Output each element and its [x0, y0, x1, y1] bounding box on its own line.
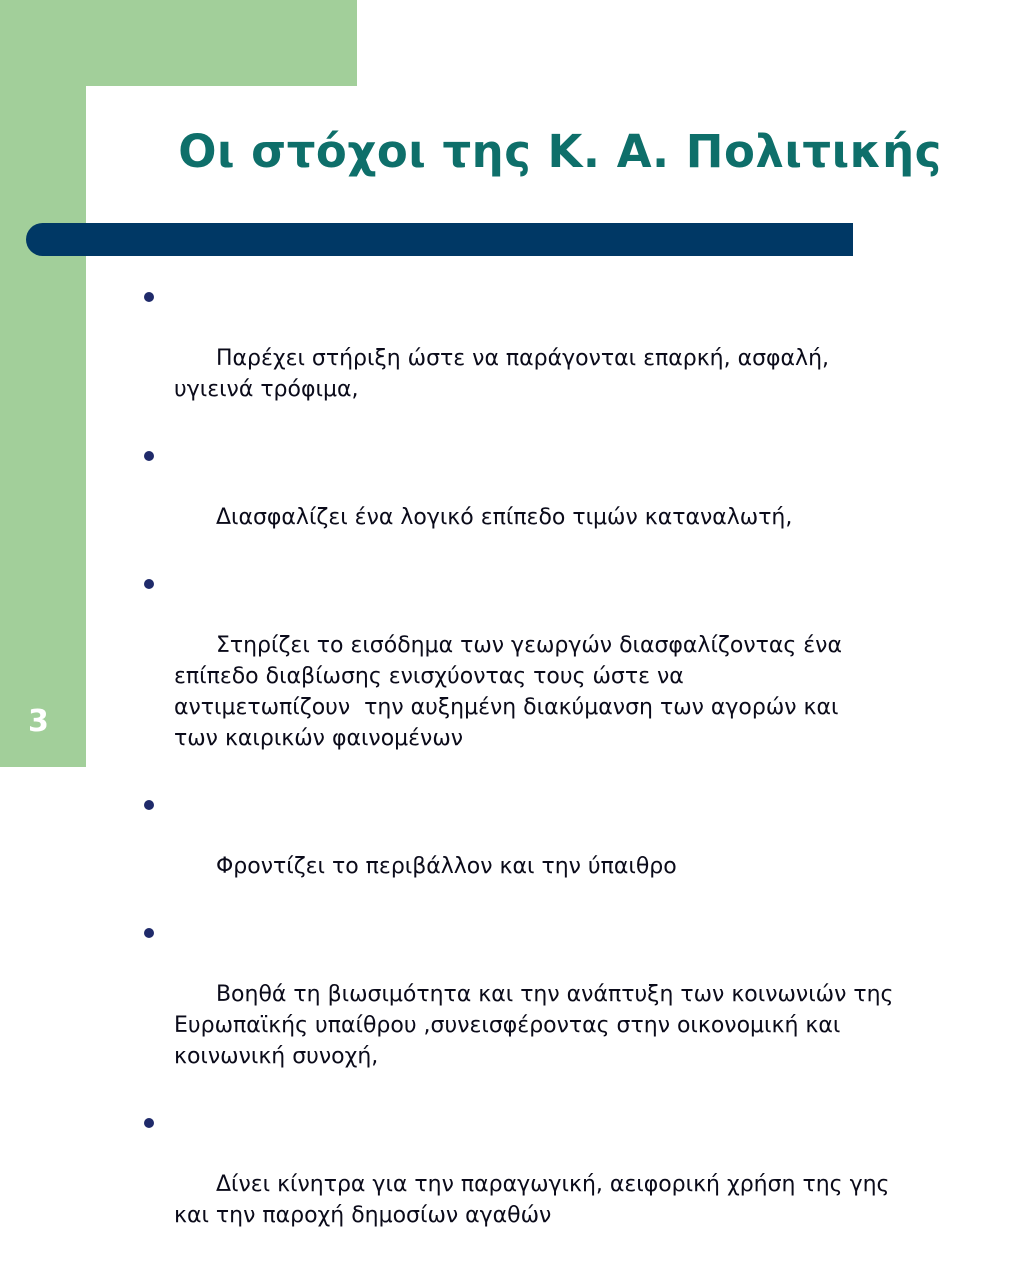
bullet-dot-icon [144, 1118, 154, 1128]
bullet-dot-icon [144, 292, 154, 302]
bullet-item [140, 568, 990, 785]
left-accent-band [0, 0, 86, 767]
bullet-item [140, 1107, 990, 1262]
bullet-list [140, 281, 990, 1266]
bullet-dot-icon [144, 579, 154, 589]
bullet-item [140, 789, 990, 913]
top-accent-band [0, 0, 357, 86]
bullet-text: Φροντίζει το περιβάλλον και την ύπαιθρο [215, 854, 677, 879]
slide-title: Οι στόχοι της Κ. Α. Πολιτικής [178, 125, 942, 178]
page-number: 3 [28, 704, 49, 739]
title-divider-bar [26, 223, 853, 256]
bullet-text: Βοηθά τη βιωσιμότητα και την ανάπτυξη των κοινωνιών της Ευρωπαϊκής υπαίθρου ,συνεισφέροντας στην οικονομική και κοινωνική συνοχή, [174, 982, 894, 1069]
bullet-text: Παρέχει στήριξη ώστε να παράγονται επαρκή, ασφαλή, υγιεινά τρόφιμα, [174, 346, 830, 402]
bullet-item [140, 281, 990, 436]
bullet-item [140, 440, 990, 564]
bullet-dot-icon [144, 928, 154, 938]
bullet-dot-icon [144, 451, 154, 461]
bullet-text: Δίνει κίνητρα για την παραγωγική, αειφορική χρήση της γης και την παροχή δημοσίων αγαθών [174, 1172, 890, 1228]
bullet-dot-icon [144, 800, 154, 810]
bullet-text: Διασφαλίζει ένα λογικό επίπεδο τιμών καταναλωτή, [215, 505, 793, 530]
bullet-text: Στηρίζει το εισόδημα των γεωργών διασφαλίζοντας ένα επίπεδο διαβίωσης ενισχύοντας τους ώστε να αντιμετωπίζουν την αυξημένη διακύμανση των αγορών και των καιρικών φαινομένων [174, 633, 842, 751]
bullet-item [140, 917, 990, 1103]
